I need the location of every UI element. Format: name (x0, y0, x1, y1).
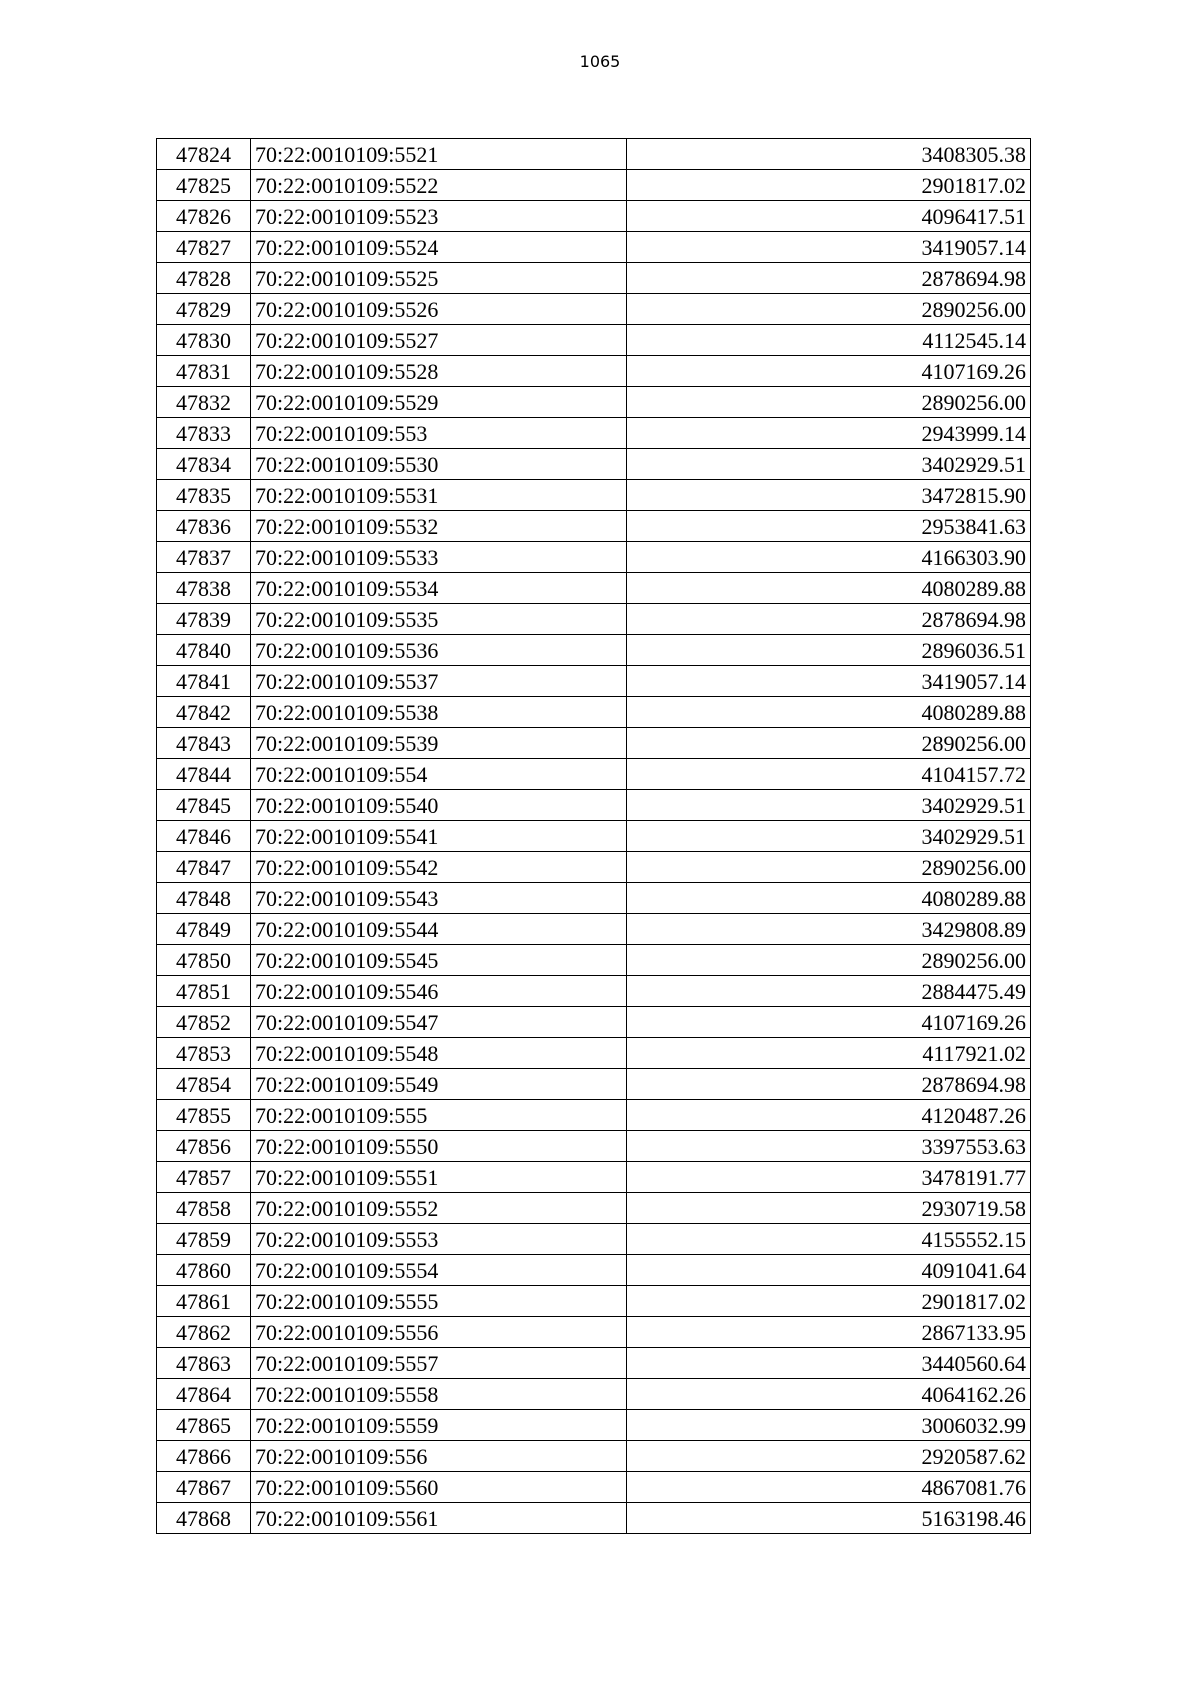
cadastral-value-cell: 3419057.14 (627, 232, 1031, 263)
table-row (157, 697, 1031, 728)
cadastral-number-cell: 70:22:0010109:5522 (251, 170, 627, 201)
cadastral-value-cell: 4155552.15 (627, 1224, 1031, 1255)
row-number-cell: 47852 (157, 1007, 251, 1038)
table-row (157, 356, 1031, 387)
cadastral-value-cell: 2878694.98 (627, 263, 1031, 294)
cadastral-number-cell: 70:22:0010109:5529 (251, 387, 627, 418)
cadastral-number-cell: 70:22:0010109:5526 (251, 294, 627, 325)
cadastral-number-cell: 70:22:0010109:5555 (251, 1286, 627, 1317)
cadastral-value-cell: 2920587.62 (627, 1441, 1031, 1472)
row-number-cell: 47843 (157, 728, 251, 759)
row-number-cell: 47865 (157, 1410, 251, 1441)
cadastral-value-cell: 4080289.88 (627, 573, 1031, 604)
cadastral-value-cell: 4120487.26 (627, 1100, 1031, 1131)
row-number-cell: 47840 (157, 635, 251, 666)
row-number-cell: 47848 (157, 883, 251, 914)
row-number-cell: 47842 (157, 697, 251, 728)
cadastral-number-cell: 70:22:0010109:5556 (251, 1317, 627, 1348)
cadastral-value-cell: 4080289.88 (627, 697, 1031, 728)
cadastral-number-cell: 70:22:0010109:5530 (251, 449, 627, 480)
cadastral-number-cell: 70:22:0010109:554 (251, 759, 627, 790)
cadastral-value-cell: 3397553.63 (627, 1131, 1031, 1162)
row-number-cell: 47849 (157, 914, 251, 945)
cadastral-number-cell: 70:22:0010109:555 (251, 1100, 627, 1131)
table-row (157, 1410, 1031, 1441)
cadastral-number-cell: 70:22:0010109:5559 (251, 1410, 627, 1441)
table-row (157, 263, 1031, 294)
table-row (157, 201, 1031, 232)
row-number-cell: 47847 (157, 852, 251, 883)
table-row (157, 1100, 1031, 1131)
row-number-cell: 47857 (157, 1162, 251, 1193)
cadastral-value-cell: 2890256.00 (627, 294, 1031, 325)
table-body (157, 139, 1031, 1534)
cadastral-number-cell: 70:22:0010109:5546 (251, 976, 627, 1007)
row-number-cell: 47867 (157, 1472, 251, 1503)
row-number-cell: 47850 (157, 945, 251, 976)
cadastral-number-cell: 70:22:0010109:5554 (251, 1255, 627, 1286)
table-row (157, 1007, 1031, 1038)
cadastral-number-cell: 70:22:0010109:5534 (251, 573, 627, 604)
cadastral-value-cell: 4166303.90 (627, 542, 1031, 573)
table-row (157, 1503, 1031, 1534)
cadastral-value-cell: 3429808.89 (627, 914, 1031, 945)
cadastral-number-cell: 70:22:0010109:5550 (251, 1131, 627, 1162)
row-number-cell: 47862 (157, 1317, 251, 1348)
table-row (157, 635, 1031, 666)
cadastral-value-cell: 4080289.88 (627, 883, 1031, 914)
cadastral-value-cell: 2953841.63 (627, 511, 1031, 542)
row-number-cell: 47868 (157, 1503, 251, 1534)
cadastral-value-cell: 4096417.51 (627, 201, 1031, 232)
cadastral-value-cell: 2901817.02 (627, 170, 1031, 201)
cadastral-number-cell: 70:22:0010109:5531 (251, 480, 627, 511)
row-number-cell: 47835 (157, 480, 251, 511)
row-number-cell: 47829 (157, 294, 251, 325)
cadastral-value-cell: 3402929.51 (627, 821, 1031, 852)
table-row (157, 666, 1031, 697)
cadastral-value-cell: 2878694.98 (627, 604, 1031, 635)
cadastral-number-cell: 70:22:0010109:5536 (251, 635, 627, 666)
row-number-cell: 47854 (157, 1069, 251, 1100)
cadastral-value-cell: 2943999.14 (627, 418, 1031, 449)
table-row (157, 1348, 1031, 1379)
table-row (157, 294, 1031, 325)
table-row (157, 790, 1031, 821)
row-number-cell: 47836 (157, 511, 251, 542)
cadastral-value-cell: 3440560.64 (627, 1348, 1031, 1379)
table-row (157, 542, 1031, 573)
cadastral-value-cell: 4867081.76 (627, 1472, 1031, 1503)
cadastral-number-cell: 70:22:0010109:5551 (251, 1162, 627, 1193)
cadastral-value-cell: 3478191.77 (627, 1162, 1031, 1193)
table-row (157, 139, 1031, 170)
cadastral-value-cell: 2878694.98 (627, 1069, 1031, 1100)
table-row (157, 1286, 1031, 1317)
table-row (157, 728, 1031, 759)
row-number-cell: 47833 (157, 418, 251, 449)
cadastral-value-cell: 3006032.99 (627, 1410, 1031, 1441)
table-row (157, 1224, 1031, 1255)
cadastral-number-cell: 70:22:0010109:5553 (251, 1224, 627, 1255)
cadastral-number-cell: 70:22:0010109:5544 (251, 914, 627, 945)
cadastral-value-cell: 3402929.51 (627, 790, 1031, 821)
table-row (157, 170, 1031, 201)
row-number-cell: 47828 (157, 263, 251, 294)
table-row (157, 1038, 1031, 1069)
row-number-cell: 47858 (157, 1193, 251, 1224)
table-row (157, 852, 1031, 883)
table-row (157, 1255, 1031, 1286)
cadastral-number-cell: 70:22:0010109:5528 (251, 356, 627, 387)
cadastral-value-cell: 2896036.51 (627, 635, 1031, 666)
row-number-cell: 47860 (157, 1255, 251, 1286)
table-row (157, 418, 1031, 449)
cadastral-number-cell: 70:22:0010109:5538 (251, 697, 627, 728)
table-row (157, 1379, 1031, 1410)
cadastral-number-cell: 70:22:0010109:5525 (251, 263, 627, 294)
cadastral-value-cell: 2890256.00 (627, 387, 1031, 418)
cadastral-number-cell: 70:22:0010109:5547 (251, 1007, 627, 1038)
cadastral-value-table (156, 138, 1031, 1534)
cadastral-value-cell: 4064162.26 (627, 1379, 1031, 1410)
row-number-cell: 47839 (157, 604, 251, 635)
table-row (157, 976, 1031, 1007)
table-row (157, 387, 1031, 418)
cadastral-number-cell: 70:22:0010109:5521 (251, 139, 627, 170)
cadastral-number-cell: 70:22:0010109:5524 (251, 232, 627, 263)
cadastral-number-cell: 70:22:0010109:5548 (251, 1038, 627, 1069)
row-number-cell: 47825 (157, 170, 251, 201)
row-number-cell: 47831 (157, 356, 251, 387)
row-number-cell: 47837 (157, 542, 251, 573)
row-number-cell: 47841 (157, 666, 251, 697)
cadastral-number-cell: 70:22:0010109:5537 (251, 666, 627, 697)
row-number-cell: 47834 (157, 449, 251, 480)
row-number-cell: 47864 (157, 1379, 251, 1410)
row-number-cell: 47859 (157, 1224, 251, 1255)
cadastral-number-cell: 70:22:0010109:5545 (251, 945, 627, 976)
table-row (157, 1069, 1031, 1100)
row-number-cell: 47855 (157, 1100, 251, 1131)
cadastral-value-cell: 4107169.26 (627, 1007, 1031, 1038)
cadastral-number-cell: 70:22:0010109:553 (251, 418, 627, 449)
table-row (157, 821, 1031, 852)
table-row (157, 573, 1031, 604)
cadastral-number-cell: 70:22:0010109:5549 (251, 1069, 627, 1100)
row-number-cell: 47845 (157, 790, 251, 821)
table-row (157, 1193, 1031, 1224)
cadastral-number-cell: 70:22:0010109:5532 (251, 511, 627, 542)
cadastral-number-cell: 70:22:0010109:5523 (251, 201, 627, 232)
cadastral-value-cell: 4091041.64 (627, 1255, 1031, 1286)
table-row (157, 511, 1031, 542)
cadastral-value-cell: 2867133.95 (627, 1317, 1031, 1348)
row-number-cell: 47824 (157, 139, 251, 170)
table-row (157, 1162, 1031, 1193)
cadastral-value-cell: 3419057.14 (627, 666, 1031, 697)
cadastral-value-cell: 2884475.49 (627, 976, 1031, 1007)
cadastral-number-cell: 70:22:0010109:5561 (251, 1503, 627, 1534)
table-row (157, 232, 1031, 263)
table-row (157, 1441, 1031, 1472)
cadastral-value-cell: 4117921.02 (627, 1038, 1031, 1069)
cadastral-number-cell: 70:22:0010109:5560 (251, 1472, 627, 1503)
cadastral-number-cell: 70:22:0010109:5542 (251, 852, 627, 883)
cadastral-number-cell: 70:22:0010109:5558 (251, 1379, 627, 1410)
row-number-cell: 47846 (157, 821, 251, 852)
row-number-cell: 47861 (157, 1286, 251, 1317)
cadastral-value-cell: 2890256.00 (627, 852, 1031, 883)
row-number-cell: 47844 (157, 759, 251, 790)
table-row (157, 945, 1031, 976)
cadastral-number-cell: 70:22:0010109:5543 (251, 883, 627, 914)
page-number: 1065 (579, 52, 621, 71)
cadastral-number-cell: 70:22:0010109:5557 (251, 1348, 627, 1379)
cadastral-value-cell: 4107169.26 (627, 356, 1031, 387)
table-row (157, 325, 1031, 356)
table-row (157, 1472, 1031, 1503)
row-number-cell: 47863 (157, 1348, 251, 1379)
table-row (157, 914, 1031, 945)
table-row (157, 449, 1031, 480)
cadastral-number-cell: 70:22:0010109:5541 (251, 821, 627, 852)
row-number-cell: 47851 (157, 976, 251, 1007)
cadastral-value-cell: 4104157.72 (627, 759, 1031, 790)
cadastral-value-cell: 2890256.00 (627, 945, 1031, 976)
cadastral-value-cell: 5163198.46 (627, 1503, 1031, 1534)
cadastral-number-cell: 70:22:0010109:5535 (251, 604, 627, 635)
table-row (157, 1317, 1031, 1348)
table-row (157, 1131, 1031, 1162)
row-number-cell: 47838 (157, 573, 251, 604)
cadastral-value-cell: 2890256.00 (627, 728, 1031, 759)
table-row (157, 480, 1031, 511)
cadastral-value-cell: 3472815.90 (627, 480, 1031, 511)
cadastral-number-cell: 70:22:0010109:5552 (251, 1193, 627, 1224)
row-number-cell: 47826 (157, 201, 251, 232)
row-number-cell: 47853 (157, 1038, 251, 1069)
row-number-cell: 47830 (157, 325, 251, 356)
row-number-cell: 47832 (157, 387, 251, 418)
cadastral-number-cell: 70:22:0010109:5539 (251, 728, 627, 759)
cadastral-value-cell: 2901817.02 (627, 1286, 1031, 1317)
cadastral-value-cell: 2930719.58 (627, 1193, 1031, 1224)
cadastral-number-cell: 70:22:0010109:5540 (251, 790, 627, 821)
table-row (157, 883, 1031, 914)
cadastral-number-cell: 70:22:0010109:556 (251, 1441, 627, 1472)
cadastral-number-cell: 70:22:0010109:5527 (251, 325, 627, 356)
table-row (157, 604, 1031, 635)
row-number-cell: 47827 (157, 232, 251, 263)
cadastral-value-cell: 4112545.14 (627, 325, 1031, 356)
cadastral-number-cell: 70:22:0010109:5533 (251, 542, 627, 573)
cadastral-value-cell: 3408305.38 (627, 139, 1031, 170)
table-row (157, 759, 1031, 790)
cadastral-value-cell: 3402929.51 (627, 449, 1031, 480)
row-number-cell: 47866 (157, 1441, 251, 1472)
row-number-cell: 47856 (157, 1131, 251, 1162)
